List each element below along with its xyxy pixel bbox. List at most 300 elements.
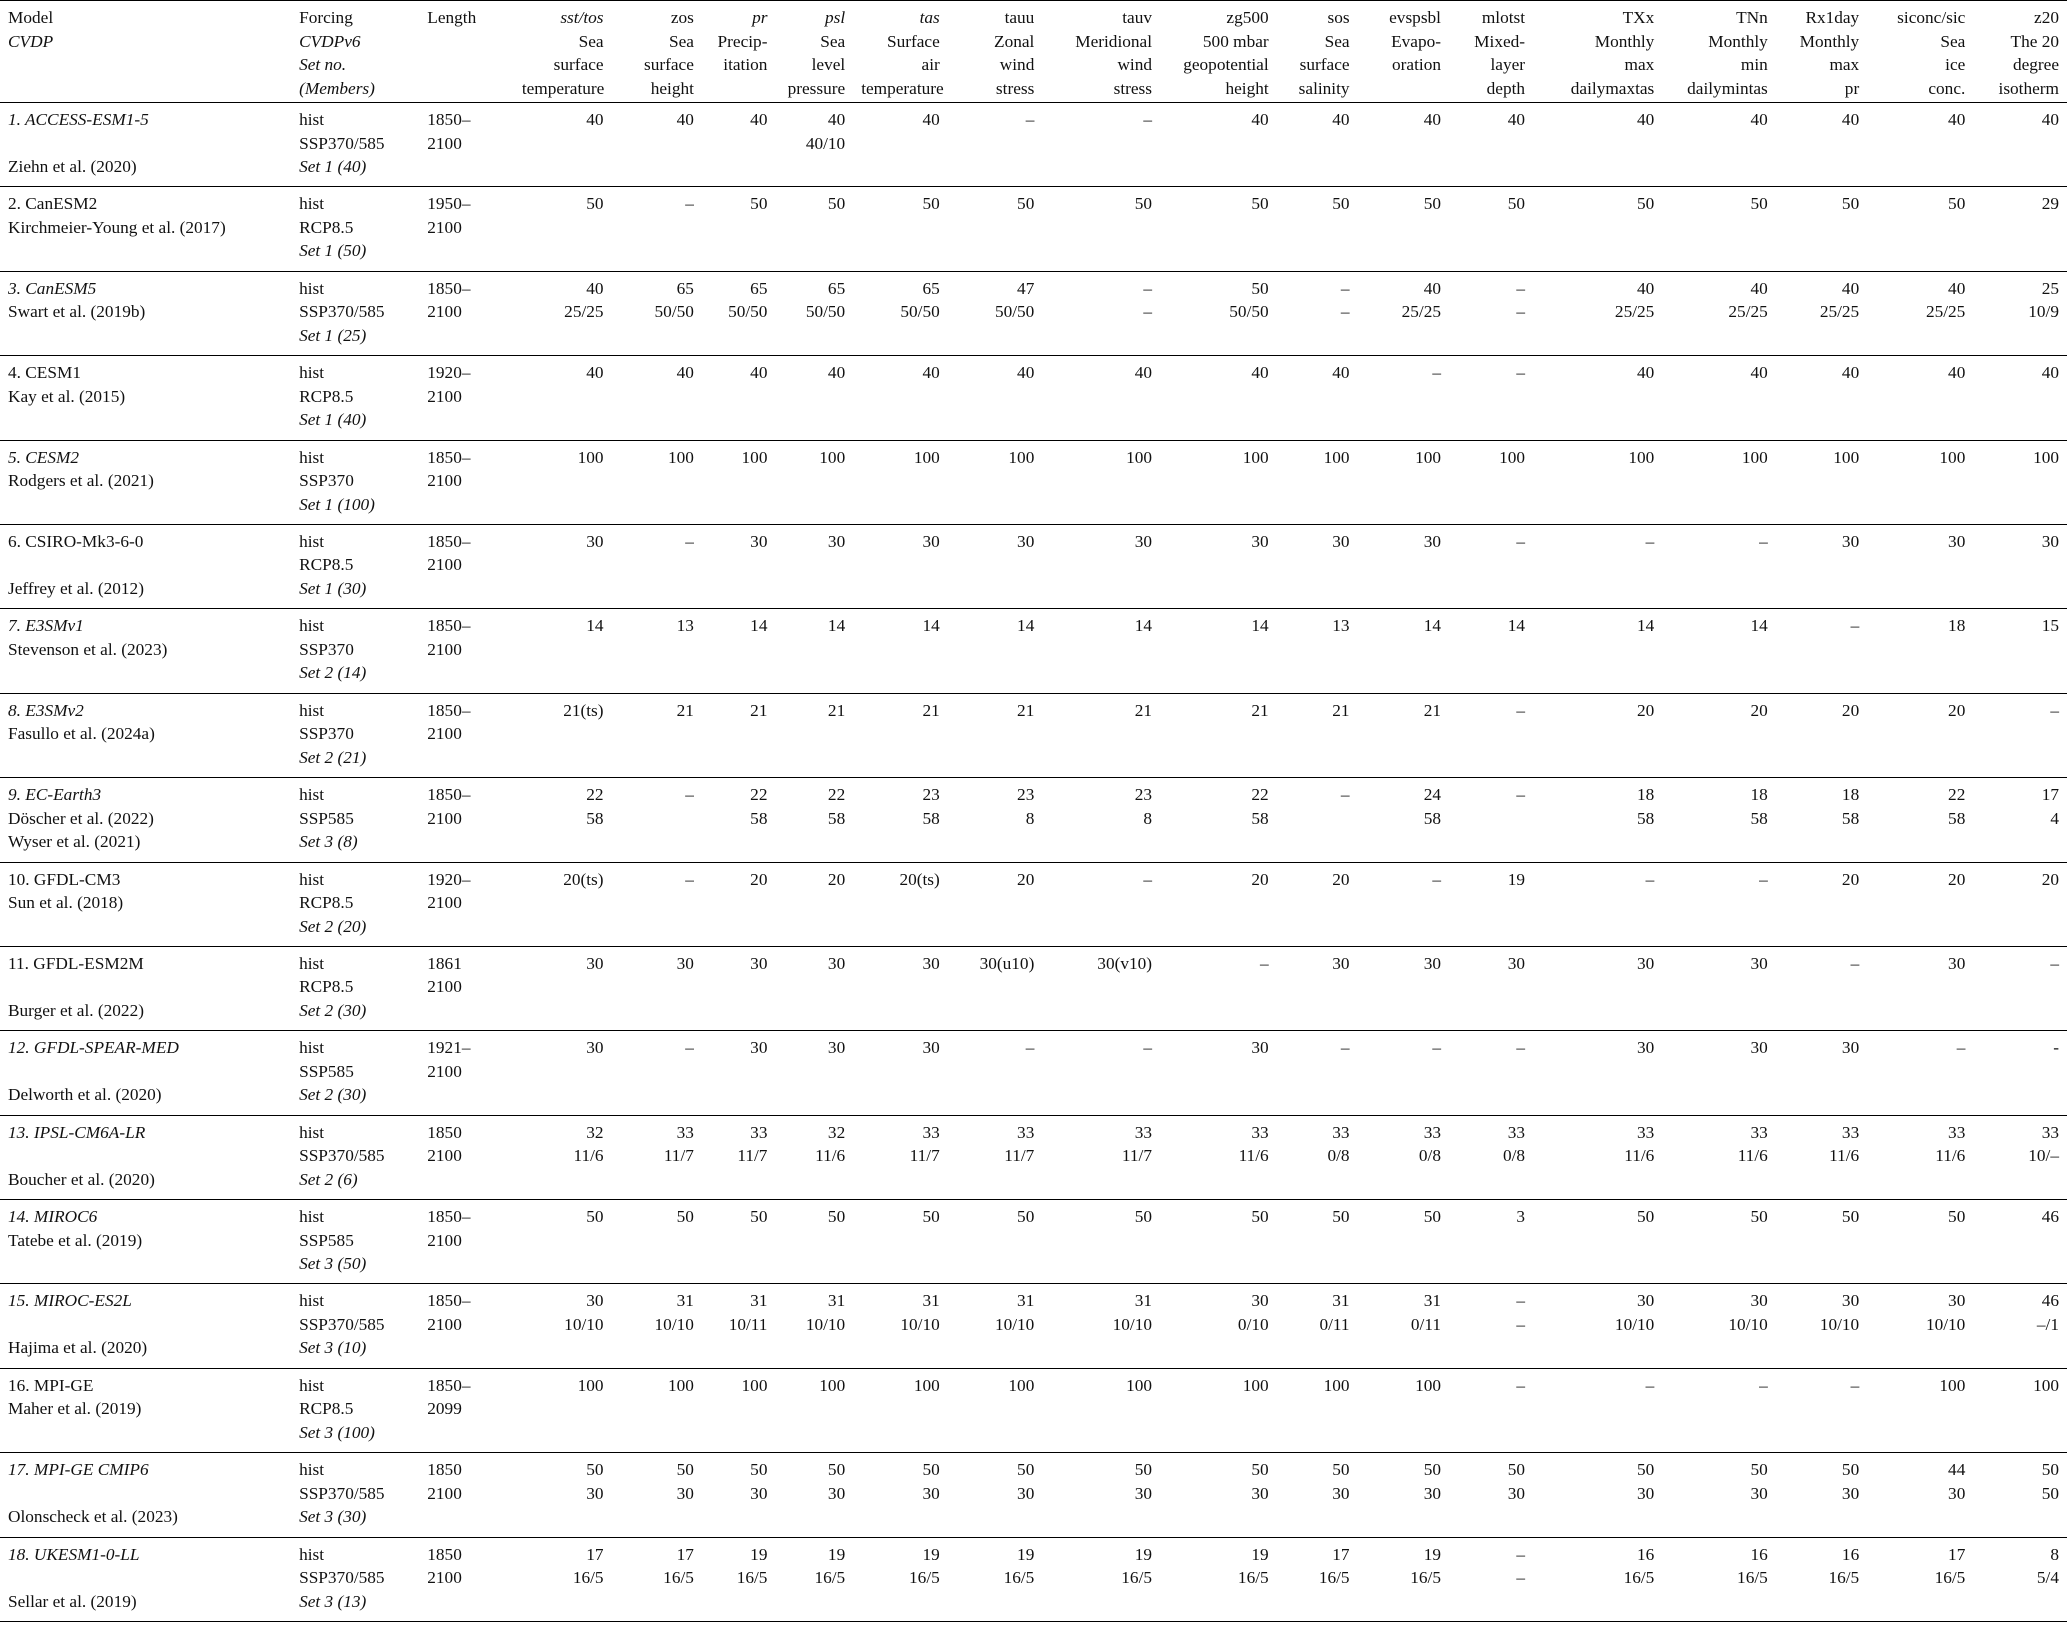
value-cell	[1533, 862, 1662, 946]
value-line: 30	[586, 953, 604, 973]
forcing-line: hist	[299, 447, 325, 467]
value-line: 17	[2041, 785, 2059, 805]
value-line: 40	[1750, 110, 1768, 129]
length-line: 2100	[427, 1230, 462, 1250]
value-cell	[514, 609, 612, 693]
model-line: Boucher et al. (2020)	[8, 1169, 155, 1189]
value-cell	[1533, 103, 1662, 187]
model-cell	[0, 1453, 291, 1537]
value-cell	[1042, 356, 1160, 440]
column-header-line: max	[1829, 55, 1860, 74]
column-header-line: The 20	[2010, 31, 2059, 51]
length-line: 2100	[427, 1061, 462, 1081]
value-line: 50	[1841, 1460, 1860, 1480]
value-line: 25/25	[1819, 302, 1860, 322]
value-cell	[1160, 1200, 1277, 1284]
value-line: 65	[827, 278, 846, 298]
value-cell	[775, 1115, 853, 1199]
value-line: 0/11	[1319, 1314, 1350, 1334]
column-header-line: ice	[1945, 55, 1966, 74]
table-row	[0, 946, 2067, 1030]
value-cell	[1449, 524, 1533, 608]
value-cell	[702, 356, 776, 440]
value-line: 58	[922, 808, 940, 828]
value-line: 21	[827, 700, 846, 720]
value-cell	[853, 1453, 948, 1537]
length-cell	[419, 1284, 514, 1368]
value-line: 14	[1507, 616, 1526, 636]
value-line: 10/10	[900, 1314, 940, 1334]
value-line: 20	[1332, 869, 1350, 889]
value-cell	[1973, 1368, 2067, 1452]
value-cell	[1042, 862, 1160, 946]
value-line: 33	[1507, 1122, 1526, 1142]
value-line: 58	[1251, 808, 1269, 828]
forcing-cell	[291, 1031, 419, 1115]
forcing-line: Set 2 (20)	[299, 916, 367, 936]
column-header-line: stress	[1113, 78, 1153, 98]
value-cell	[1358, 1031, 1449, 1115]
column-header	[0, 1, 291, 103]
value-cell	[1973, 609, 2067, 693]
value-line: 50	[1637, 1207, 1655, 1227]
forcing-cell	[291, 440, 419, 524]
value-line: 30	[586, 1483, 604, 1503]
value-cell	[514, 1284, 612, 1368]
length-line: 1920–	[427, 869, 471, 889]
value-cell	[1533, 187, 1662, 271]
value-cell	[1277, 1031, 1358, 1115]
value-cell	[1533, 1368, 1662, 1452]
value-cell	[775, 1453, 853, 1537]
column-header-line: Monthly	[1799, 31, 1860, 51]
value-cell	[612, 778, 702, 862]
value-line: 40	[2041, 110, 2059, 129]
value-line: 10/11	[728, 1314, 768, 1334]
value-line: 33	[750, 1122, 768, 1142]
value-cell	[948, 778, 1043, 862]
length-line: 2100	[427, 1483, 462, 1503]
value-line: 50	[1251, 194, 1269, 214]
value-cell	[853, 1031, 948, 1115]
forcing-line: Set 1 (25)	[299, 325, 367, 345]
length-line: 2100	[427, 555, 462, 575]
value-line: 16/5	[1237, 1568, 1269, 1588]
value-cell	[1533, 1537, 1662, 1621]
value-line: 30	[750, 1038, 768, 1058]
model-cell	[0, 524, 291, 608]
value-cell	[1533, 440, 1662, 524]
value-cell	[1449, 1368, 1533, 1452]
value-cell	[948, 862, 1043, 946]
value-cell	[1449, 1453, 1533, 1537]
length-line: 2100	[427, 893, 462, 913]
value-line: 100	[1323, 447, 1350, 467]
value-line: 30	[1841, 1483, 1860, 1503]
value-cell	[1277, 946, 1358, 1030]
forcing-cell	[291, 778, 419, 862]
value-cell	[1160, 1284, 1277, 1368]
value-line: 33	[1948, 1122, 1966, 1142]
value-line: –	[1025, 1038, 1035, 1058]
value-cell	[1867, 440, 1973, 524]
value-cell	[702, 187, 776, 271]
value-line: 50	[1017, 1460, 1035, 1480]
value-cell	[948, 1453, 1043, 1537]
column-header	[1662, 1, 1775, 103]
value-line: –/1	[2036, 1314, 2059, 1334]
value-line: 31	[1017, 1291, 1035, 1311]
value-cell	[612, 103, 702, 187]
value-cell	[1867, 778, 1973, 862]
value-line: 100	[1008, 447, 1035, 467]
value-cell	[702, 862, 776, 946]
column-header-line: wind	[1117, 55, 1153, 74]
value-cell	[514, 946, 612, 1030]
value-cell	[948, 1200, 1043, 1284]
value-cell	[1358, 1284, 1449, 1368]
model-line: 9. EC-Earth3	[8, 785, 102, 805]
value-line: 50	[922, 1460, 940, 1480]
value-cell	[1042, 187, 1160, 271]
value-cell	[1533, 778, 1662, 862]
model-cell	[0, 187, 291, 271]
value-line: 30	[1017, 531, 1035, 551]
value-cell	[1160, 946, 1277, 1030]
value-line: 100	[1628, 447, 1655, 467]
length-line: 1850	[427, 1460, 462, 1480]
table-row	[0, 778, 2067, 862]
column-header-line: Meridional	[1075, 31, 1153, 51]
value-line: 20	[1841, 869, 1860, 889]
model-line: 5. CESM2	[8, 447, 80, 467]
value-cell	[612, 1200, 702, 1284]
value-cell	[1358, 440, 1449, 524]
value-line: –	[1143, 302, 1153, 322]
value-line: –	[1516, 1314, 1526, 1334]
model-line: 12. GFDL-SPEAR-MED	[8, 1038, 179, 1058]
value-line: –	[1516, 785, 1526, 805]
value-cell	[702, 1368, 776, 1452]
value-line: 40	[586, 278, 604, 298]
value-line: 33	[1332, 1122, 1350, 1142]
value-cell	[853, 1284, 948, 1368]
value-line: 30	[922, 1038, 940, 1058]
forcing-line: hist	[299, 616, 325, 636]
value-cell	[1160, 524, 1277, 608]
value-line: 21(ts)	[563, 700, 604, 720]
model-line: 1. ACCESS-ESM1-5	[8, 110, 149, 129]
forcing-line: Set 2 (6)	[299, 1169, 358, 1189]
value-cell	[1776, 1115, 1867, 1199]
value-cell	[1776, 1284, 1867, 1368]
value-cell	[1867, 1368, 1973, 1452]
value-line: 33	[922, 1122, 940, 1142]
value-line: 30	[1332, 531, 1350, 551]
model-line: Burger et al. (2022)	[8, 1000, 144, 1020]
value-line: 50	[1841, 1207, 1860, 1227]
value-line: 50	[1507, 194, 1526, 214]
value-cell	[612, 609, 702, 693]
length-line: 2100	[427, 217, 462, 237]
value-line: 100	[1242, 1375, 1269, 1395]
value-cell	[1973, 103, 2067, 187]
length-line: 2100	[427, 133, 462, 153]
forcing-line: hist	[299, 1122, 325, 1142]
column-header	[702, 1, 776, 103]
value-line: 30	[1948, 1291, 1966, 1311]
value-cell	[948, 1031, 1043, 1115]
value-cell	[1867, 1200, 1973, 1284]
column-header	[853, 1, 948, 103]
value-line: 50	[1637, 194, 1655, 214]
value-line: 11/7	[1004, 1146, 1035, 1166]
value-line: 58	[827, 808, 846, 828]
value-cell	[702, 1284, 776, 1368]
value-cell	[1160, 778, 1277, 862]
value-line: 30	[1948, 1483, 1966, 1503]
value-line: 8	[1025, 808, 1035, 828]
value-line: 31	[1423, 1291, 1441, 1311]
value-line: 16/5	[736, 1568, 768, 1588]
value-cell	[1042, 1537, 1160, 1621]
value-cell	[1776, 862, 1867, 946]
value-cell	[1042, 103, 1160, 187]
value-line: 16/5	[909, 1568, 940, 1588]
value-line: 40	[586, 110, 604, 129]
value-line: 58	[1750, 808, 1768, 828]
model-line: 2. CanESM2	[8, 194, 98, 214]
value-cell	[702, 103, 776, 187]
value-line: 4	[2050, 808, 2059, 828]
forcing-line: SSP585	[299, 808, 354, 828]
value-cell	[1160, 187, 1277, 271]
value-line: 14	[922, 616, 940, 636]
value-line: 50	[1948, 1207, 1966, 1227]
value-cell	[702, 946, 776, 1030]
value-cell	[948, 693, 1043, 777]
value-line: 40	[1423, 110, 1441, 129]
forcing-line: hist	[299, 785, 325, 805]
value-line: 16/5	[1737, 1568, 1768, 1588]
value-cell	[775, 440, 853, 524]
value-cell	[1042, 1031, 1160, 1115]
value-cell	[1042, 1368, 1160, 1452]
value-line: 33	[1251, 1122, 1269, 1142]
column-header-line: Evapo-	[1391, 31, 1441, 51]
value-cell	[1449, 1284, 1533, 1368]
value-line: 10/9	[2028, 302, 2059, 322]
value-cell	[948, 1368, 1043, 1452]
value-cell	[775, 862, 853, 946]
model-line: Fasullo et al. (2024a)	[8, 724, 155, 744]
value-cell	[775, 609, 853, 693]
length-cell	[419, 356, 514, 440]
length-cell	[419, 1453, 514, 1537]
value-cell	[1533, 1284, 1662, 1368]
forcing-cell	[291, 609, 419, 693]
column-header-line: Sea	[1940, 31, 1966, 51]
column-header-line: Sea	[1324, 31, 1350, 51]
value-cell	[702, 693, 776, 777]
value-line: 30	[1948, 531, 1966, 551]
value-cell	[853, 609, 948, 693]
value-cell	[1662, 524, 1775, 608]
column-header-line: oration	[1392, 55, 1441, 74]
column-header	[1449, 1, 1533, 103]
forcing-cell	[291, 187, 419, 271]
value-cell	[948, 1115, 1043, 1199]
value-line: –	[1759, 869, 1768, 889]
value-line: –	[1143, 869, 1153, 889]
value-line: 16/5	[814, 1568, 846, 1588]
value-line: 100	[1939, 1375, 1966, 1395]
table-row	[0, 1115, 2067, 1199]
value-cell	[1867, 693, 1973, 777]
value-cell	[1662, 1200, 1775, 1284]
value-line: 19	[1134, 1544, 1153, 1564]
value-line: 0/8	[1418, 1146, 1441, 1166]
value-cell	[853, 1115, 948, 1199]
length-line: 2100	[427, 639, 462, 659]
value-cell	[1776, 946, 1867, 1030]
value-line: –	[685, 531, 694, 551]
column-header-line: layer	[1490, 55, 1526, 74]
column-header-line: Monthly	[1594, 31, 1655, 51]
value-line: 20	[2041, 869, 2059, 889]
value-line: 50	[827, 1207, 846, 1227]
value-cell	[1042, 609, 1160, 693]
length-line: 1850–	[427, 785, 471, 805]
value-cell	[1160, 271, 1277, 355]
value-line: 40	[1507, 110, 1526, 129]
value-line: 14	[1251, 616, 1269, 636]
value-line: 31	[827, 1291, 846, 1311]
forcing-line: RCP8.5	[299, 555, 354, 575]
value-cell	[702, 440, 776, 524]
value-line: 30	[1637, 1038, 1655, 1058]
value-line: 10/10	[564, 1314, 604, 1334]
table-row	[0, 103, 2067, 187]
value-cell	[1533, 946, 1662, 1030]
value-line: 50	[1637, 1460, 1655, 1480]
column-header-line: sst/tos	[560, 8, 604, 27]
value-cell	[775, 778, 853, 862]
value-line: –	[1850, 616, 1860, 636]
value-line: 8	[2050, 1544, 2059, 1564]
value-line: 16/5	[663, 1568, 694, 1588]
value-cell	[1042, 1453, 1160, 1537]
forcing-line: SSP585	[299, 1230, 354, 1250]
value-line: 58	[586, 808, 604, 828]
value-line: 31	[676, 1291, 694, 1311]
value-line: 25/25	[1728, 302, 1768, 322]
value-cell	[775, 1200, 853, 1284]
value-line: 58	[1423, 808, 1441, 828]
value-cell	[514, 778, 612, 862]
value-line: 24	[1423, 785, 1441, 805]
value-cell	[775, 356, 853, 440]
value-line: 30	[750, 531, 768, 551]
forcing-line: SSP370/585	[299, 302, 385, 322]
value-cell	[1867, 103, 1973, 187]
model-line: Rodgers et al. (2021)	[8, 471, 154, 491]
model-line: 8. E3SMv2	[8, 700, 84, 720]
value-line: 21	[1251, 700, 1269, 720]
value-line: 30	[922, 953, 940, 973]
value-cell	[1358, 693, 1449, 777]
column-header-line: temperature	[861, 78, 944, 98]
column-header-line: siconc/sic	[1897, 8, 1966, 27]
value-cell	[1160, 862, 1277, 946]
model-line	[8, 553, 283, 577]
value-line: –	[685, 1038, 694, 1058]
value-line: 40	[1134, 363, 1153, 383]
value-line: 40	[1750, 363, 1768, 383]
model-line: 6. CSIRO-Mk3-6-0	[8, 531, 144, 551]
model-line: Döscher et al. (2022)	[8, 808, 154, 828]
value-cell	[948, 524, 1043, 608]
value-cell	[948, 946, 1043, 1030]
column-header	[514, 1, 612, 103]
column-header	[1973, 1, 2067, 103]
forcing-cell	[291, 103, 419, 187]
value-line: 50/50	[654, 302, 694, 322]
column-header-line: temperature	[521, 78, 605, 98]
value-line: 16	[1750, 1544, 1768, 1564]
value-line: 22	[1948, 785, 1966, 805]
length-line: 2100	[427, 1314, 462, 1334]
value-cell	[612, 1284, 702, 1368]
model-line	[8, 1482, 283, 1506]
value-line: 50/50	[805, 302, 846, 322]
length-cell	[419, 1200, 514, 1284]
value-cell	[514, 1031, 612, 1115]
column-header-line: dailymintas	[1687, 78, 1768, 98]
value-line: 22	[827, 785, 846, 805]
table-body	[0, 103, 2067, 1622]
value-line: 20	[827, 869, 846, 889]
value-line: 33	[1637, 1122, 1655, 1142]
value-line: 13	[1332, 616, 1350, 636]
value-line: 30	[827, 1038, 846, 1058]
value-line: 17	[1948, 1544, 1966, 1564]
model-cell	[0, 1368, 291, 1452]
model-line	[8, 975, 283, 999]
value-cell	[1776, 1031, 1867, 1115]
value-line: 10/10	[1925, 1314, 1966, 1334]
length-line: 1850–	[427, 1375, 471, 1395]
value-cell	[948, 440, 1043, 524]
value-line: 40	[676, 363, 694, 383]
forcing-line: Set 3 (30)	[299, 1507, 367, 1527]
value-cell	[1776, 103, 1867, 187]
forcing-line: SSP370	[299, 639, 354, 659]
column-header-line: air	[921, 55, 940, 74]
column-header-line: psl	[825, 8, 846, 27]
value-line: 20	[1637, 700, 1655, 720]
value-line: –	[1432, 1038, 1441, 1058]
value-line: –	[1340, 278, 1350, 298]
value-line: 100	[2033, 1375, 2059, 1395]
value-line: 10/10	[654, 1314, 694, 1334]
value-cell	[1449, 1115, 1533, 1199]
column-header	[948, 1, 1043, 103]
forcing-line: Set 1 (100)	[299, 494, 375, 514]
value-cell	[1160, 1537, 1277, 1621]
column-header	[1533, 1, 1662, 103]
length-cell	[419, 609, 514, 693]
